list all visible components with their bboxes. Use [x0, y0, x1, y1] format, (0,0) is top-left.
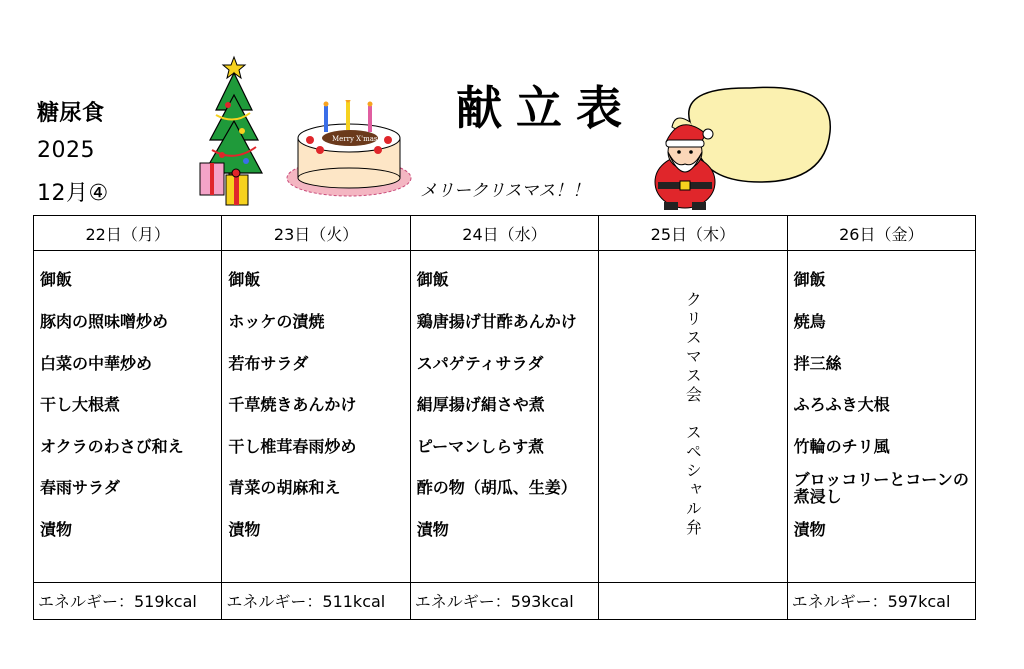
menu-item: 漬物: [40, 519, 73, 539]
menu-item: 若布サラダ: [228, 353, 309, 373]
day-header: 24日（水）: [410, 216, 598, 251]
menu-item: ピーマンしらす煮: [416, 436, 545, 456]
diet-type: 糖尿食: [37, 101, 105, 126]
menu-item: 拌三絲: [793, 353, 842, 373]
menu-item: ブロッコリーとコーンの煮浸し: [793, 469, 969, 506]
day-header: 23日（火）: [222, 216, 410, 251]
menu-item: 青菜の胡麻和え: [228, 478, 341, 498]
menu-item: 御飯: [416, 270, 449, 290]
menu-item: 鶏唐揚げ甘酢あんかけ: [416, 311, 577, 331]
santa-with-sack-icon: [650, 82, 835, 212]
menu-item: ホッケの漬焼: [228, 311, 325, 331]
menu-item: 豚肉の照味噌炒め: [40, 311, 169, 331]
menu-item: 漬物: [228, 519, 261, 539]
menu-item: 焼鳥: [793, 311, 826, 331]
energy-value: エネルギー：511kcal: [222, 582, 410, 619]
menu-item: ふろふき大根: [793, 395, 890, 415]
menu-item: 御飯: [40, 270, 73, 290]
menu-cell-fri: [787, 251, 975, 583]
menu-cell-tue: [222, 251, 410, 583]
menu-item: 春雨サラダ: [40, 478, 120, 498]
menu-item: 絹厚揚げ絹さや煮: [416, 395, 545, 415]
page-title: 献立表: [456, 81, 636, 135]
christmas-tree-icon: [196, 55, 266, 210]
menu-item: 御飯: [793, 270, 826, 290]
menu-items-row: [34, 251, 976, 583]
day-header: 22日（月）: [34, 216, 222, 251]
greeting-text: メリークリスマス！！: [420, 181, 590, 201]
menu-item: 千草焼きあんかけ: [228, 395, 357, 415]
menu-item: 干し大根煮: [40, 395, 121, 415]
menu-item: 酢の物（胡瓜、生姜）: [416, 478, 577, 498]
menu-item: 干し椎茸春雨炒め: [228, 436, 357, 456]
energy-value: エネルギー：593kcal: [410, 582, 598, 619]
menu-item: 漬物: [793, 519, 826, 539]
menu-cell-wed: [410, 251, 598, 583]
menu-item: スパゲティサラダ: [416, 353, 544, 373]
menu-item: 白菜の中華炒め: [40, 353, 153, 373]
menu-cell-mon: [34, 251, 222, 583]
year: 2025: [37, 138, 95, 163]
day-header: 26日（金）: [787, 216, 975, 251]
menu-item: オクラのわさび和え: [40, 436, 184, 456]
menu-item: 御飯: [228, 270, 261, 290]
menu-table: [33, 215, 976, 620]
energy-value: [599, 582, 787, 619]
christmas-cake-icon: [284, 100, 414, 200]
energy-value: エネルギー：519kcal: [34, 582, 222, 619]
special-event-text: クリスマス会 スペシャル弁: [683, 290, 703, 538]
cake-text: Merry X'mas: [332, 135, 378, 143]
menu-item: 竹輪のチリ風: [793, 436, 890, 456]
day-header: 25日（木）: [599, 216, 787, 251]
menu-item: 漬物: [416, 519, 449, 539]
energy-value: エネルギー：597kcal: [787, 582, 975, 619]
day-header-row: [34, 216, 976, 251]
energy-row: [34, 582, 976, 619]
period: 12月④: [37, 181, 109, 206]
menu-cell-thu: [599, 251, 787, 583]
